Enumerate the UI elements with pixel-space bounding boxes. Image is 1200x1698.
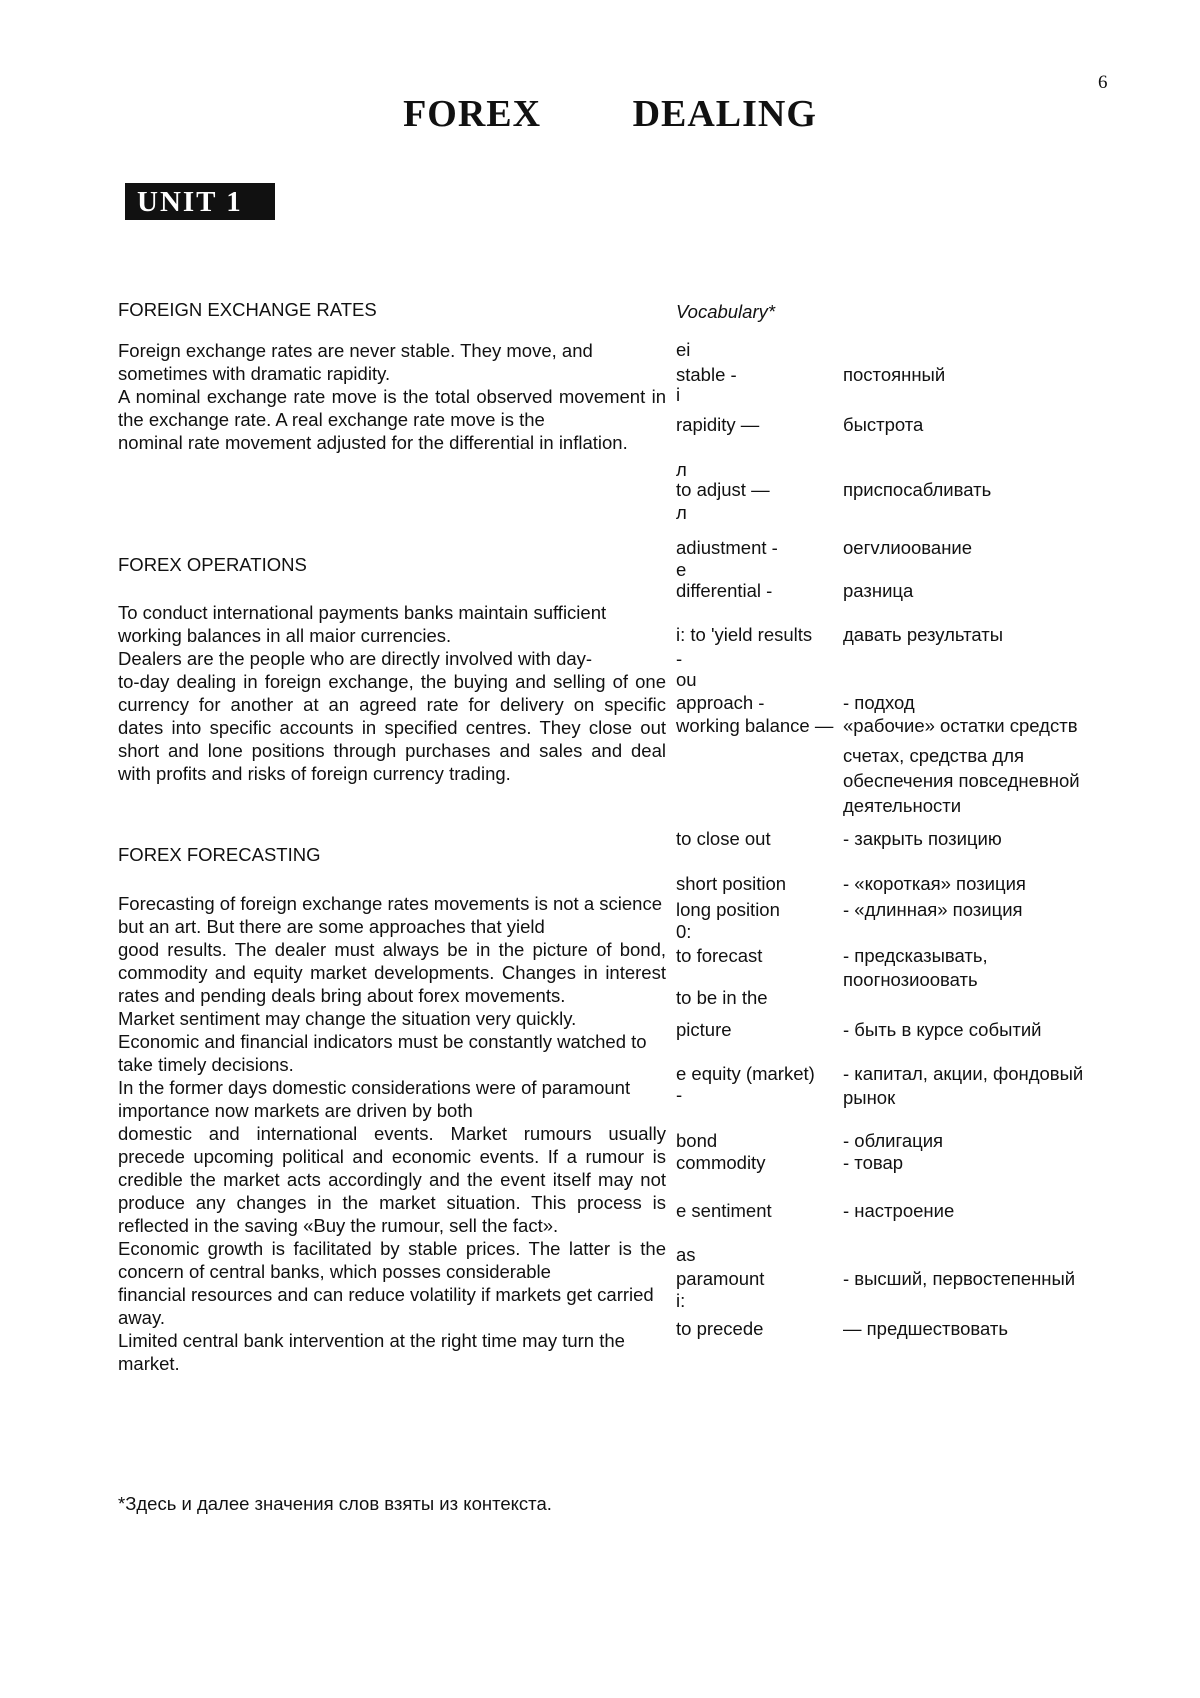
paragraph: Economic and financial indicators must be constantly watched to take timely decisions. xyxy=(118,1031,647,1075)
vocabulary-translation: - быть в курсе событий xyxy=(843,1019,1042,1040)
section-heading: FOREIGN EXCHANGE RATES xyxy=(118,299,377,320)
unit-banner: UNIT 1 xyxy=(125,183,275,220)
vocabulary-term: commodity xyxy=(676,1152,766,1173)
vocabulary-term: bond xyxy=(676,1130,718,1151)
page-number: 6 xyxy=(1098,72,1108,93)
vocabulary-translation: - настроение xyxy=(843,1200,955,1221)
section-heading: FOREX OPERATIONS xyxy=(118,554,307,575)
vocabulary-term: long position xyxy=(676,899,780,920)
vocabulary-translation: давать результаты xyxy=(843,624,1004,645)
vocabulary-term: short position xyxy=(676,873,787,894)
vocabulary-translation: - закрыть позицию xyxy=(843,828,1002,849)
phonetic-mark: 0: xyxy=(676,921,692,942)
vocabulary-translation: разница xyxy=(843,580,914,601)
phonetic-mark: i: xyxy=(676,1290,686,1311)
phonetic-mark: - xyxy=(676,1084,683,1105)
phonetic-mark: ou xyxy=(676,669,697,690)
vocabulary-translation: - товар xyxy=(843,1152,904,1173)
vocabulary-translation: - предсказывать, xyxy=(843,945,988,966)
vocabulary-term: i: to 'yield results xyxy=(676,624,813,645)
vocabulary-translation: «рабочие» остатки средств xyxy=(843,715,1078,736)
paragraph: Market sentiment may change the situation very quickly. xyxy=(118,1008,577,1029)
vocabulary-translation: оегvлиоование xyxy=(843,537,973,558)
vocabulary-translation: поогнозиоовать xyxy=(843,969,978,990)
vocabulary-term: paramount xyxy=(676,1268,765,1289)
vocabulary-translation: - капитал, акции, фондовый xyxy=(843,1063,1084,1084)
vocabulary-term: working balance — xyxy=(676,715,834,736)
phonetic-mark: ei xyxy=(676,339,691,360)
paragraph: good results. The dealer must always be in the picture of bond, commodity and equity market developments. Changes in interest rates and pending deals bring about forex movements. xyxy=(118,939,666,1006)
phonetic-mark: i xyxy=(676,384,681,405)
vocabulary-term: to precede xyxy=(676,1318,764,1339)
vocabulary-translation: - подход xyxy=(843,692,915,713)
phonetic-mark: e xyxy=(676,559,687,580)
phonetic-mark: л xyxy=(676,459,687,480)
paragraph: In the former days domestic considerations were of paramount importance now markets are driven by both xyxy=(118,1077,631,1121)
page-title: FOREX DEALING xyxy=(403,93,817,135)
paragraph: Economic growth is facilitated by stable prices. The latter is the concern of central banks, which posses considerable xyxy=(118,1238,666,1282)
vocabulary-term: to adjust — xyxy=(676,479,770,500)
paragraph: A nominal exchange rate move is the total observed movement in the exchange rate. A real exchange rate move is the xyxy=(118,386,666,430)
section-forex-operations xyxy=(118,553,666,785)
section-heading: FOREX FORECASTING xyxy=(118,844,321,865)
paragraph: nominal rate movement adjusted for the differential in inflation. xyxy=(118,432,628,453)
paragraph: To conduct international payments banks maintain sufficient working balances in all maior currencies. xyxy=(118,602,607,646)
vocabulary-term: to close out xyxy=(676,828,771,849)
footnote: *Здесь и далее значения слов взяты из контекста. xyxy=(118,1493,552,1514)
vocabulary-translation: рынок xyxy=(843,1087,896,1108)
vocabulary-term: picture xyxy=(676,1019,732,1040)
phonetic-mark: - xyxy=(676,648,683,669)
paragraph: Dealers are the people who are directly involved with day- xyxy=(118,648,593,669)
vocabulary-term: approach - xyxy=(676,692,765,713)
paragraph: Foreign exchange rates are never stable. They move, and sometimes with dramatic rapidity. xyxy=(118,340,593,384)
vocabulary-term: differential - xyxy=(676,580,773,601)
section-foreign-exchange-rates xyxy=(118,298,666,454)
vocabulary-translation: деятельности xyxy=(843,795,962,816)
vocabulary-term: stable - xyxy=(676,364,737,385)
vocabulary-translation: постоянный xyxy=(843,364,946,385)
vocabulary-term: to be in the xyxy=(676,987,768,1008)
phonetic-mark: л xyxy=(676,502,687,523)
vocabulary-term: rapidity — xyxy=(676,414,760,435)
vocabulary-term: adiustment - xyxy=(676,537,778,558)
paragraph: to-day dealing in foreign exchange, the buying and selling of one currency for another at an agreed rate for delivery on specific dates into specific accounts in specified centres. They close out short and lone positions through purchases and sales and deal with profits and risks of foreign currency trading. xyxy=(118,671,666,784)
vocabulary-translation: - облигация xyxy=(843,1130,944,1151)
vocabulary-term: to forecast xyxy=(676,945,763,966)
phonetic-mark: as xyxy=(676,1244,696,1265)
vocabulary-heading: Vocabulary* xyxy=(676,301,776,322)
paragraph: financial resources and can reduce volatility if markets get carried away. xyxy=(118,1284,654,1328)
paragraph: Forecasting of foreign exchange rates movements is not a science but an art. But there are some approaches that yield xyxy=(118,893,662,937)
vocabulary-translation: приспосабливать xyxy=(843,479,992,500)
vocabulary-translation: быстрота xyxy=(843,414,924,435)
vocabulary-translation: - высший, первостепенный xyxy=(843,1268,1076,1289)
vocabulary-translation: — предшествовать xyxy=(843,1318,1009,1339)
paragraph: Limited central bank intervention at the right time may turn the market. xyxy=(118,1330,625,1374)
paragraph: domestic and international events. Market rumours usually precede upcoming political and economic events. If a rumour is credible the market acts accordingly and the event itself may not produce any changes in the market situation. This process is reflected in the saving «Buy the rumour, sell the fact». xyxy=(118,1123,666,1236)
section-forex-forecasting xyxy=(118,843,666,1375)
vocabulary-translation: - «длинная» позиция xyxy=(843,899,1023,920)
vocabulary-term: e sentiment xyxy=(676,1200,772,1221)
vocabulary-translation: обеспечения повседневной xyxy=(843,770,1080,791)
vocabulary-translation: - «короткая» позиция xyxy=(843,873,1026,894)
vocabulary-translation: счетах, средства для xyxy=(843,745,1025,766)
vocabulary-term: e equity (market) xyxy=(676,1063,815,1084)
